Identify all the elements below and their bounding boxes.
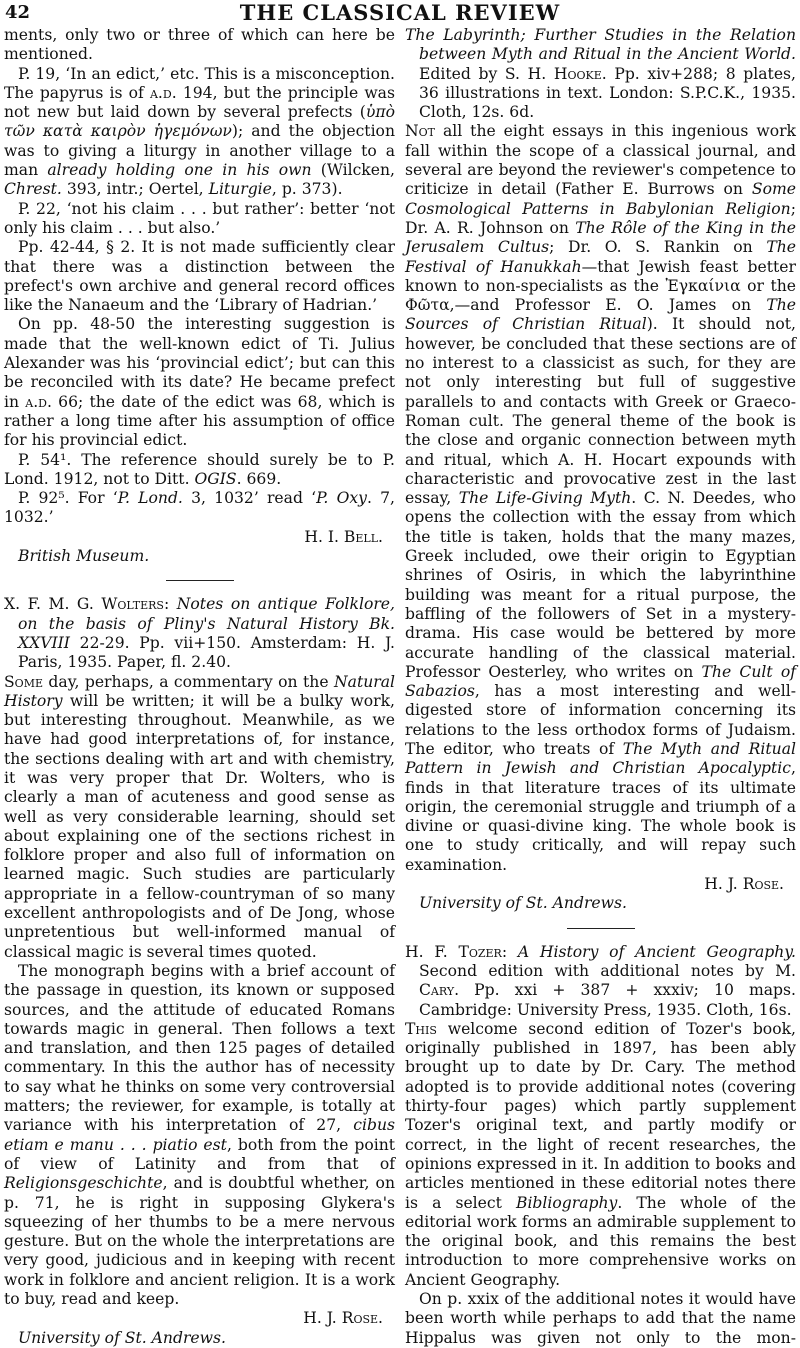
- text-run: Edited by S. H.: [419, 64, 554, 83]
- paragraph: [4, 489, 395, 528]
- text-run: , finds in that literature traces of its ultimate origin, the ceremonial struggle and triumph of a divine or quasi-divine king. The whole book is one to study critically, and will repay such examination.: [405, 759, 796, 874]
- paragraph: [4, 238, 395, 315]
- reviewer-affiliation: University of St. Andrews.: [18, 1328, 226, 1347]
- text-run: P. 22, ‘not his claim . . . but rather’: better ‘not only his claim . . . but also.’: [4, 199, 395, 237]
- text-run: :: [501, 942, 518, 961]
- italic-text: Natural History: [4, 672, 395, 710]
- text-run: will be written; it will be a bulky work, but interesting throughout. Meanwhile, as we have had good interpretations of, for instance, the sections dealing with art and with chemistry, it was very proper that Dr. Wolters, who is clearly a man of acuteness and good sense as well as very considerable learning, should set about explaining one of the sections richest in folklore proper and also full of information on learned magic. Such studies are particularly appropriate in a fellow-countryman of so many excellent anthropologists and of De Jong, whose unpretentious but well-informed manual of classical magic is several times quoted.: [4, 691, 395, 961]
- text-run: 393, intr.; Oertel,: [61, 180, 209, 199]
- reviewer-affiliation: British Museum.: [18, 547, 150, 566]
- italic-text: cibus etiam e manu . . . piatio est: [4, 1116, 395, 1154]
- text-run: :: [163, 595, 177, 614]
- text-run: 66; the date of the edict was 68, which is rather a long time after his assumption of office for his provincial edict.: [4, 392, 395, 450]
- section-divider: [166, 580, 234, 581]
- text-run: welcome second edition of Tozer's book, originally published in 1897, has been ably brought up to date by Dr. Cary. The method adopted is to provide additional notes (covering thirty-four pages) which partly supplement Tozer's original text, and partly modify or correct, in the light of recent researches, the opinions expressed in it. In addition to books and articles mentioned in these editorial notes there is a select: [405, 1019, 796, 1212]
- paragraph: [405, 1020, 796, 1290]
- italic-text: Notes on antique Folklore, on the basis of Pliny's Natural History Bk. XXVIII: [18, 595, 395, 652]
- page-header: [0, 0, 800, 26]
- small-caps-text: Cary: [419, 981, 455, 1000]
- reviewer-signature: H. J. Rose.: [704, 875, 784, 894]
- text-run: X. F. M. G.: [4, 595, 102, 614]
- text-run: . C. N. Deedes, who opens the collection with the essay from which the title is taken, holds that the many mazes, Greek included, owe their origin to Egyptian shrines of Osiris, in which the labyrinthine building was meant for a ritual purpose, the baffling of the followers of Set in a mystery-drama. His case would be bettered by more accurate handling of the classical material. Professor Oesterley, who writes on: [405, 489, 796, 681]
- small-caps-text: Wolters: [101, 595, 164, 614]
- text-run: all the eight essays in this ingenious work fall within the scope of a classical journal, and several are beyond the reviewer's competence to criticize in detail (Father E. Burrows on: [405, 122, 796, 199]
- text-run: . Pp. xxi + 387 + xxxiv; 10 maps. Cambridge: University Press, 1935. Cloth, 16s.: [419, 981, 796, 1019]
- text-run: Second edition with additional notes by M.: [419, 961, 796, 980]
- paragraph: [4, 26, 395, 65]
- text-run: . 7, 1032.’: [4, 489, 395, 527]
- section-divider: [567, 928, 635, 929]
- paragraph: [4, 962, 395, 1309]
- text-run: , p. 373).: [271, 180, 343, 199]
- italic-text: P. Lond.: [117, 489, 183, 508]
- italic-text: Bibliography: [515, 1193, 618, 1212]
- text-run: Pp. 42-44, § 2. It is not made sufficiently clear that there was a distinction between the prefect's own archive and general record offices like the Nanaeum and the ‘Library of Hadrian.’: [4, 238, 395, 315]
- italic-text: The Festival of Hanukkah: [405, 238, 796, 276]
- text-run: (Wilcken,: [311, 161, 395, 180]
- text-run: 194, but the principle was not new but laid down by several prefects (: [4, 83, 395, 122]
- text-run: —that Jewish feast better known to non-specialists as the Ἐγκαίνια or the Φῶτα,—and Professor E. O. James on: [405, 257, 796, 315]
- text-run: ). It should not, however, be concluded that these sections are of no interest to a classicist as such, for they are not only interesting but full of suggestive parallels to and contacts with Greek or Graeco-Roman cult. The general theme of the book is the close and organic connection between myth and ritual, which A. H. Hocart expounds with characteristic and provocative zest in the last essay,: [405, 315, 796, 508]
- italic-text: Some Cosmological Patterns in Babylonian Religion: [405, 180, 796, 218]
- italic-text: P. Oxy: [316, 489, 367, 508]
- italic-text: The Life-Giving Myth: [458, 489, 632, 508]
- text-run: ; Dr. A. R. Johnson on: [405, 199, 796, 237]
- reviewer-affiliation: University of St. Andrews.: [419, 894, 627, 913]
- paragraph: [4, 451, 395, 490]
- review-citation: [4, 595, 395, 672]
- paragraph: [405, 122, 796, 875]
- italic-text: ὑπὸ τῶν κατὰ καιρὸν ἡγεμόνων: [4, 103, 395, 141]
- left-column: [4, 26, 395, 1348]
- small-caps-text: a.d.: [25, 392, 52, 411]
- text-run: , both from the point of view of Latinity and from that of: [4, 1135, 396, 1173]
- text-run: . The whole of the editorial work forms an admirable supplement to the original book, and this remains the best introduction to more comprehensive works on Ancient Geography.: [405, 1193, 796, 1289]
- review-citation: [405, 26, 796, 122]
- italic-text: A History of Ancient Geography.: [517, 942, 796, 961]
- italic-text: The Labyrinth; Further Studies in the Relation between Myth and Ritual in the Ancient World.: [405, 26, 796, 64]
- text-run: day, perhaps, a commentary on the: [43, 672, 334, 691]
- italic-text: OGIS: [194, 469, 237, 488]
- text-run: 22-29. Pp. vii+150. Amsterdam: H. J. Paris, 1935. Paper, fl. 2.40.: [18, 633, 395, 672]
- text-run: . Pp. xiv+288; 8 plates, 36 illustrations in text. London: S.P.C.K., 1935. Cloth, 12s. 6d.: [419, 64, 797, 122]
- text-run: On p. xxix of the additional notes it would have been worth while perhaps to add that the name Hippalus was given not only to the mon-: [405, 1290, 796, 1347]
- text-run: ments, only two or three of which can here be mentioned.: [4, 26, 395, 64]
- text-run: . 669.: [236, 469, 282, 488]
- reviewer-signature: H. I. Bell.: [304, 527, 383, 546]
- small-caps-text: Tozer: [458, 942, 502, 961]
- paragraph: [405, 1290, 796, 1348]
- text-run: , has a most interesting and well-digested store of information concerning its relations to the less orthodox forms of Judaism. The editor, who treats of: [405, 682, 796, 758]
- text-run: P. 92⁵. For ‘: [18, 489, 118, 508]
- italic-text: The Cult of Sabazios: [405, 662, 796, 701]
- small-caps-text: Not: [405, 122, 435, 141]
- text-run: H. F.: [405, 942, 459, 961]
- small-caps-text: Some: [4, 672, 43, 691]
- page-number: 42: [5, 2, 31, 23]
- text-run: ); and the objection was to giving a liturgy in another village to a man: [4, 122, 395, 180]
- reviewer-signature: H. J. Rose.: [303, 1309, 383, 1328]
- small-caps-text: a.d.: [149, 83, 177, 102]
- right-column: [405, 26, 796, 1348]
- text-run: The monograph begins with a brief account of the passage in question, its known or supposed sources, and the attitude of educated Romans towards magic in general. Then follows a text and translation, and then 125 pages of detailed commentary. In this the author has of necessity to say what he thinks on some very controversial matters; the reviewer, for example, is totally at variance with his interpretation of 27,: [4, 961, 395, 1135]
- italic-text: Chrest.: [4, 180, 62, 199]
- review-citation: [405, 943, 796, 1020]
- small-caps-text: This: [405, 1019, 437, 1038]
- paragraph: [4, 673, 395, 962]
- paragraph: [4, 200, 395, 239]
- text-run: ; Dr. O. S. Rankin on: [549, 238, 767, 257]
- italic-text: The Myth and Ritual Pattern in Jewish and Christian Apocalyptic: [405, 739, 796, 778]
- text-run: On pp. 48-50 the interesting suggestion is made that the well-known edict of Ti. Julius Alexander was his ‘provincial edict’; but can this be reconciled with its date? He became prefect in: [4, 315, 395, 411]
- text-run: , and is doubtful whether, on p. 71, he is right in supposing Glykera's squeezing of her thumbs to be a mere nervous gesture. But on the whole the interpretations are very good, judicious and in keeping with recent work in folklore and ancient religion. It is a work to buy, read and keep.: [4, 1174, 395, 1308]
- page-body: [0, 26, 800, 1348]
- journal-title: THE CLASSICAL REVIEW: [239, 0, 561, 25]
- text-run: P. 19, ‘In an edict,’ etc. This is a misconception. The papyrus is of: [4, 64, 395, 102]
- italic-text: The Rôle of the King in the Jerusalem Cultus: [405, 218, 796, 257]
- text-run: 3, 1032’ read ‘: [182, 489, 317, 508]
- paragraph: [4, 315, 395, 450]
- small-caps-text: Hooke: [553, 64, 602, 83]
- italic-text: Religionsgeschichte: [4, 1174, 163, 1193]
- italic-text: Liturgie: [208, 180, 272, 199]
- text-run: P. 54¹. The reference should surely be to P. Lond. 1912, not to Ditt.: [4, 450, 395, 488]
- paragraph: [4, 65, 395, 200]
- italic-text: already holding one in his own: [47, 161, 312, 180]
- italic-text: The Sources of Christian Ritual: [405, 296, 796, 334]
